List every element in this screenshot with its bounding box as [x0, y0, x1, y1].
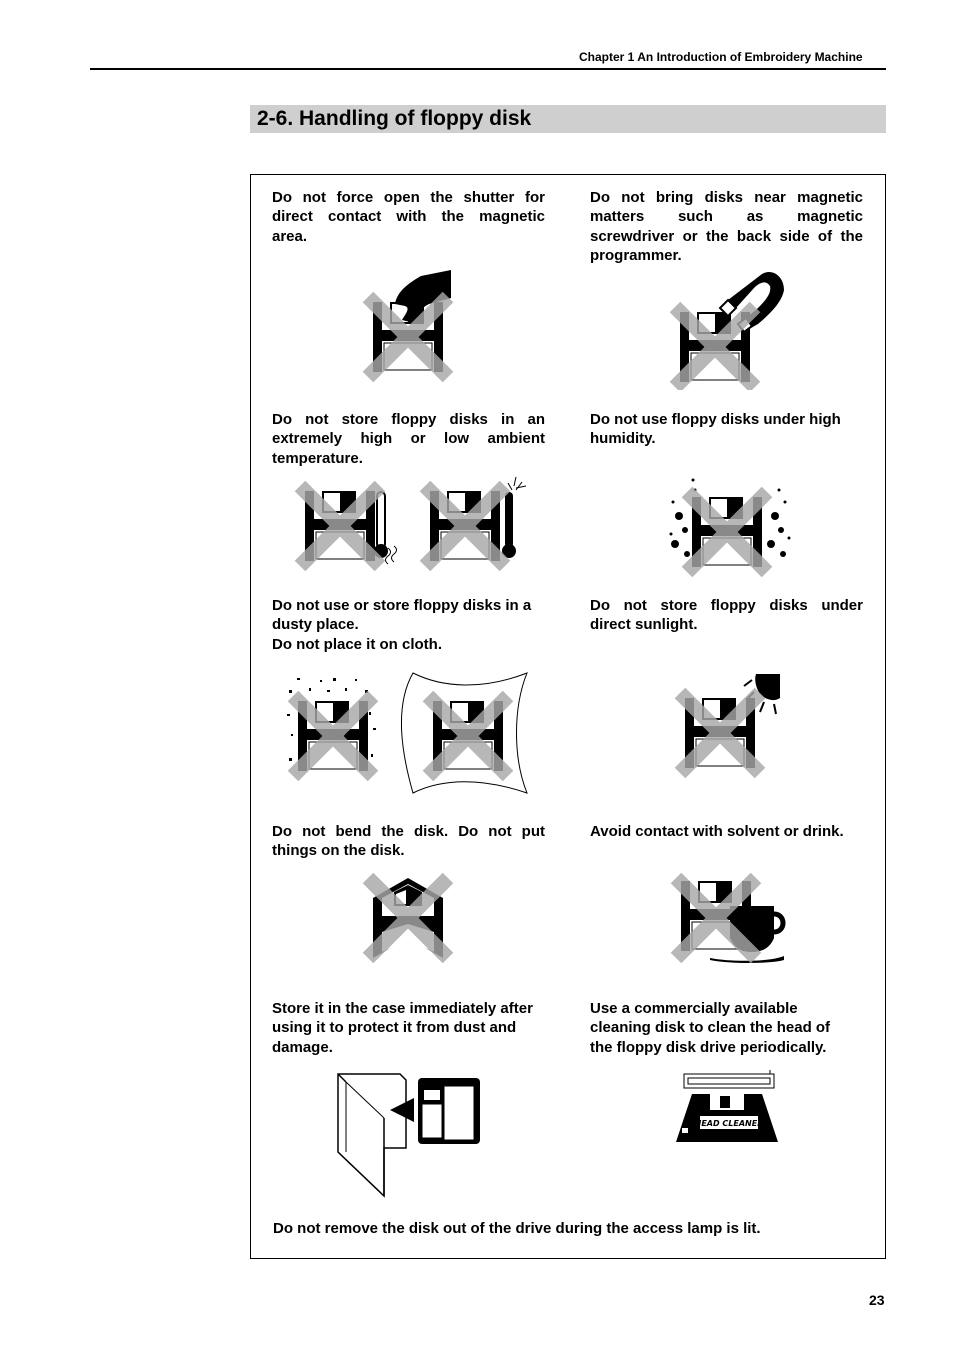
disk-sun-icon [670, 668, 785, 780]
caption-bend: Do not bend the disk. Do not put things on the disk. [272, 823, 545, 860]
caption-magnetic: Do not bring disks near magnetic matters such as magnetic screwdriver or the back side of the programmer. [590, 189, 863, 264]
section-title: 2-6. Handling of floppy disk [257, 107, 532, 130]
page-number: 23 [869, 1292, 885, 1308]
caption-solvent: Avoid contact with solvent or drink. [590, 823, 844, 840]
disk-cup-icon [670, 868, 790, 968]
disk-bent-icon [358, 868, 458, 968]
caption-temperature: Do not store floppy disks in an extremely high or low ambient temperature. [272, 411, 545, 467]
caption-dust-cloth: Do not use or store floppy disks in a dusty place. Do not place it on cloth. [272, 597, 532, 653]
caption-cleaning: Use a commercially available cleaning disk to clean the head of the floppy disk drive periodically. [590, 1000, 831, 1056]
caption-humidity: Do not use floppy disks under high humidity. [590, 411, 841, 448]
bottom-note: Do not remove the disk out of the drive during the access lamp is lit. [273, 1220, 761, 1237]
disk-hand-shutter-icon [355, 262, 465, 387]
caption-sunlight: Do not store floppy disks under direct sunlight. [590, 597, 863, 634]
disk-dust-cloth-icon [283, 668, 533, 800]
disk-thermometer-icon [290, 476, 530, 576]
disk-case-icon [334, 1070, 484, 1202]
chapter-header: Chapter 1 An Introduction of Embroidery Machine [579, 50, 863, 64]
caption-store-case: Store it in the case immediately after using it to protect it from dust and damage. [272, 1000, 533, 1056]
disk-humidity-icon [665, 472, 795, 582]
caption-shutter: Do not force open the shutter for direct contact with the magnetic area. [272, 189, 545, 245]
cleaning-disk-label: HEAD CLEANER [694, 1119, 764, 1128]
disk-magnet-icon [660, 262, 790, 390]
header-rule [90, 68, 886, 70]
cleaning-disk-icon [674, 1066, 782, 1148]
